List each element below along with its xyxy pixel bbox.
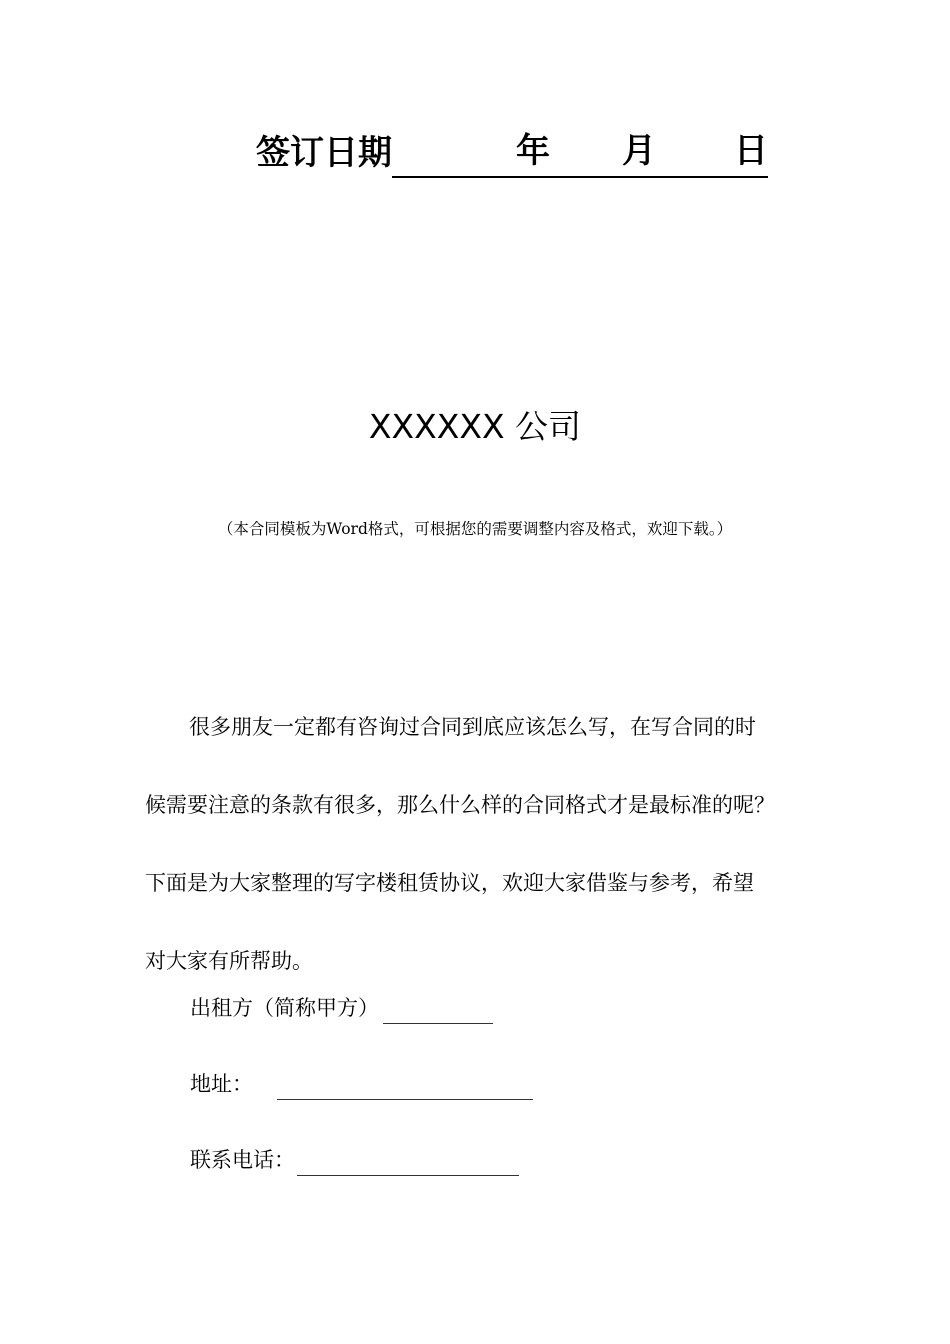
signing-date-blanks — [392, 126, 768, 178]
phone-field — [190, 1140, 519, 1180]
intro-paragraph — [145, 688, 815, 1000]
signing-date-line — [256, 128, 768, 178]
lessor-label: 出租方（简称甲方） — [190, 996, 379, 1020]
template-notice: （本合同模板为Word格式，可根据您的需要调整内容及格式，欢迎下载。） — [217, 520, 733, 538]
year-label: 年 — [516, 131, 550, 171]
intro-line: 对大家有所帮助。 — [145, 949, 313, 973]
intro-line: 候需要注意的条款有很多，那么什么样的合同格式才是最标准的呢？ — [145, 793, 775, 817]
lessor-field — [190, 988, 493, 1028]
intro-line: 很多朋友一定都有咨询过合同到底应该怎么写，在写合同的时 — [189, 715, 756, 739]
address-label: 地址： — [190, 1072, 253, 1096]
intro-line: 下面是为大家整理的写字楼租赁协议，欢迎大家借鉴与参考，希望 — [145, 871, 754, 895]
signing-date-label: 签订日期 — [256, 133, 392, 173]
lessor-blank — [383, 997, 493, 1024]
address-field — [190, 1064, 533, 1104]
phone-label: 联系电话： — [190, 1148, 295, 1172]
phone-blank — [297, 1149, 519, 1176]
company-name: XXXXXX 公司 — [368, 407, 582, 446]
address-blank — [277, 1073, 533, 1100]
month-label: 月 — [622, 131, 656, 171]
day-label: 日 — [734, 131, 768, 171]
